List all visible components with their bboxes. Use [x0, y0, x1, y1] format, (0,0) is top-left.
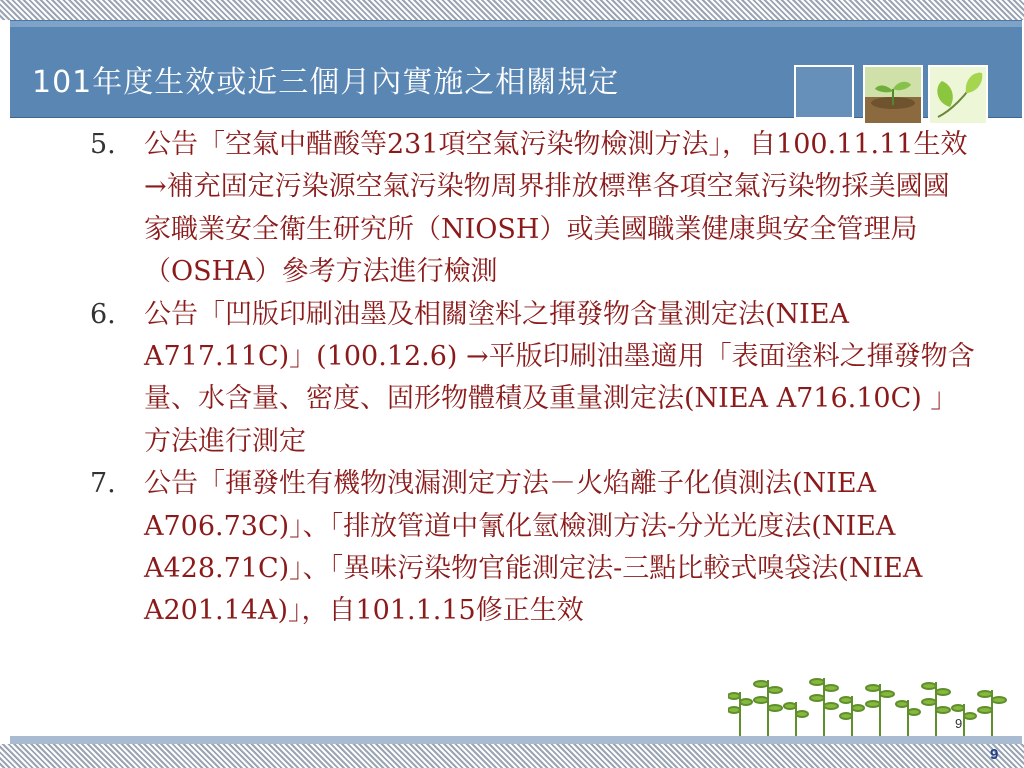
leaf-photo: [928, 65, 988, 125]
title-bar: [10, 20, 1022, 118]
item-text: 公告「凹版印刷油墨及相關塗料之揮發物含量測定法(NIEA A717.11C)」(100.12.6) →平版印刷油墨適用「表面塗料之揮發物含量、水含量、密度、固形物體積及重量測定法(NIEA A716.10C) 」方法進行測定: [144, 298, 975, 457]
item-number: 6.: [90, 298, 116, 330]
item-number: 5.: [90, 129, 116, 160]
seedling-photo: [863, 65, 923, 125]
plant-row-decoration: [728, 672, 1018, 738]
item-text: 公告「空氣中醋酸等231項空氣污染物檢測方法」，自100.11.11生效→補充固定污染源空氣污染物周界排放標準各項空氣污染物採美國國家職業安全衛生研究所（NIOSH）或美國職業健康與安全管理局（OSHA）參考方法進行檢測: [144, 129, 968, 288]
bottom-hatch-strip: [0, 744, 1024, 768]
list-item: [90, 463, 975, 633]
page-number-small: 9: [955, 716, 963, 731]
page-number-large: 9: [990, 746, 999, 763]
list-item: [90, 294, 975, 464]
list-item: [90, 124, 975, 294]
item-text: 公告「揮發性有機物洩漏測定方法－火焰離子化偵測法(NIEA A706.73C)」、「排放管道中氰化氫檢測方法-分光光度法(NIEA A428.71C)」、「異味污染物官能測定法-三點比較式嗅袋法(NIEA A201.14A)」，自101.1.15修正生效: [144, 468, 923, 627]
regulation-list: [90, 124, 975, 633]
top-hatch-strip: [0, 0, 1024, 20]
slide-title: 101年度生效或近三個月內實施之相關規定: [32, 65, 620, 100]
title-frame-box: [794, 65, 854, 119]
item-number: 7.: [90, 468, 116, 500]
